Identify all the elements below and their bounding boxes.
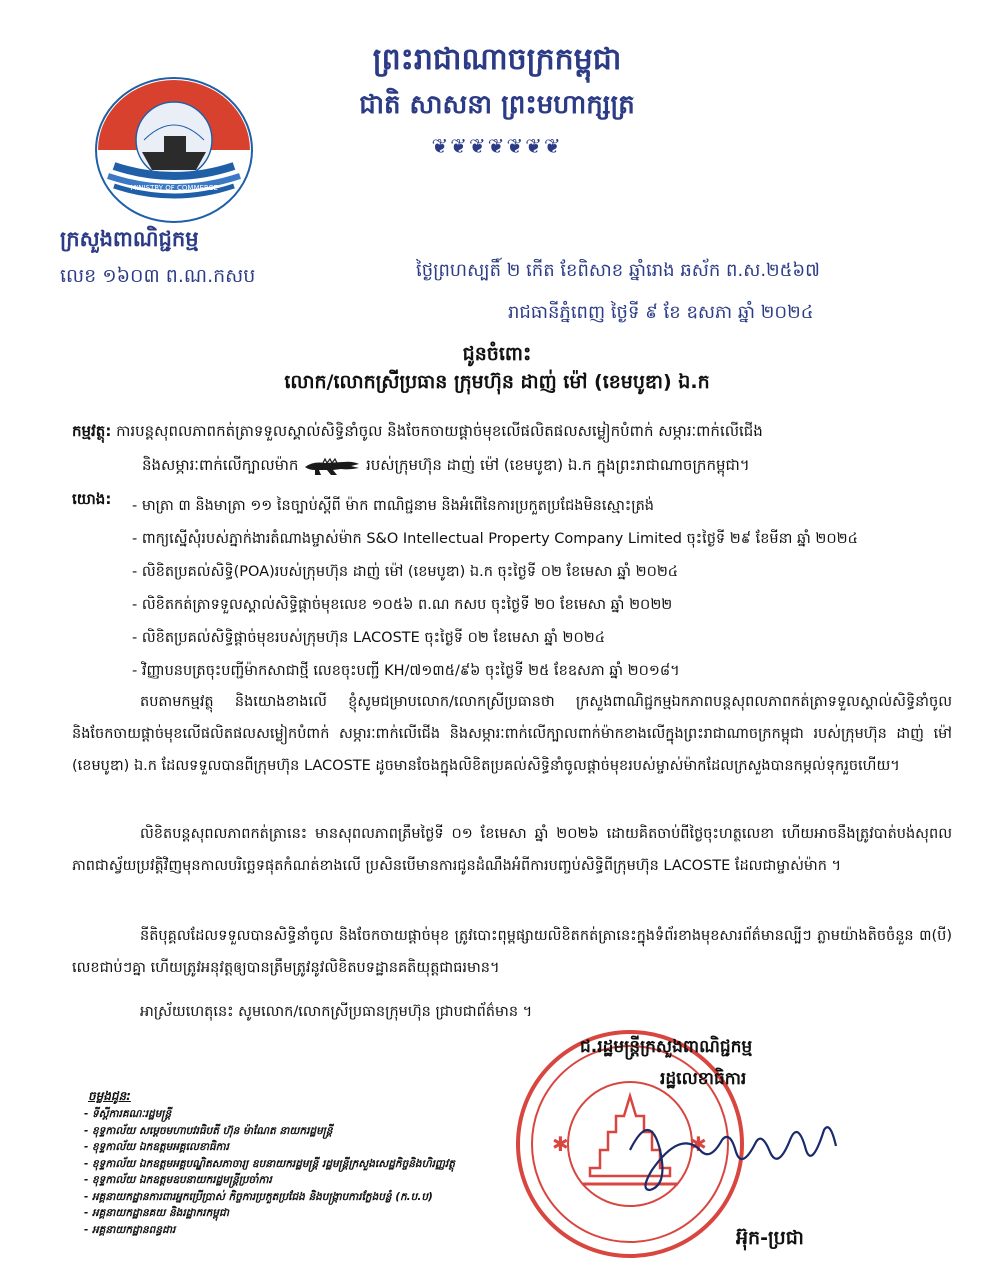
handwritten-signature (610, 1090, 850, 1200)
cc-item: - អគ្គនាយកដ្ឋានគយ និងរដ្ឋាករកម្ពុជា (84, 1207, 229, 1219)
subject-line-2 (72, 448, 952, 482)
reference-item: - មាត្រា ៣ និងមាត្រា ១១ នៃច្បាប់ស្តីពី ម៉ាក ពាណិជ្ជនាម និងអំពើនៃការប្រកួតប្រជែងមិនស្មោះត្រង់ (132, 498, 654, 514)
recipient-name: លោក/លោកស្រីប្រធាន ក្រុមហ៊ុន ដាញ់ ម៉ៅ (ខេមបូឌា) ឯ.ក (284, 371, 710, 393)
references-label: យោង: (72, 490, 112, 508)
references-list (132, 490, 952, 688)
reference-item: - ពាក្យស្នើសុំរបស់ភ្នាក់ងារតំណាងម្ចាស់ម៉ាក S&O Intellectual Property Company Limited ចុះថ្ងៃទី ២៩ ខែមីនា ឆ្នាំ ២០២៤ (132, 531, 858, 547)
national-motto: ជាតិ សាសនា ព្រះមហាក្សត្រ (359, 90, 635, 120)
kingdom-heading: ព្រះរាជាណាចក្រកម្ពុជា (372, 42, 622, 77)
subject-label: កម្មវត្ថុ: (72, 422, 112, 440)
svg-text:✱: ✱ (552, 1132, 569, 1156)
crocodile-logo-icon (303, 455, 361, 477)
cc-item: - ខុទ្ទកាល័យ ឯកឧត្តមអគ្គបណ្ឌិតសភាចារ្យ ឧបនាយករដ្ឋមន្ត្រី រដ្ឋមន្ត្រីក្រសួងសេដ្ឋកិច្ចនិងហិរញ្ញវត្ថុ (84, 1157, 455, 1170)
reference-number: លេខ ១៦០៣ ព.ណ.កសប (60, 265, 256, 287)
signatory-organization: ជ.រដ្ឋមន្ត្រីក្រសួងពាណិជ្ជកម្ម (580, 1037, 753, 1057)
subject-block (72, 414, 952, 482)
subject-line-1: ការបន្តសុពលភាពកត់ត្រាទទួលស្គាល់សិទ្ធិនាំចូល និងចែកចាយផ្តាច់មុខលើផលិតផលសម្លៀកបំពាក់ សម្ភារៈពាក់លើជើង (111, 422, 763, 440)
reference-item: - វិញ្ញាបនបត្រចុះបញ្ជីម៉ាកសាជាថ្មី លេខចុះបញ្ជី KH/៧១៣៥/៩៦ ចុះថ្ងៃទី ២៥ ខែឧសភា ឆ្នាំ ២០១៨។ (132, 663, 680, 679)
cc-item: - ខុទ្ទកាល័យ សម្តេចមហាបវរធិបតី ហ៊ុន ម៉ាណែត នាយករដ្ឋមន្ត្រី (84, 1124, 333, 1137)
reference-item: - លិខិតប្រគល់សិទ្ធិផ្តាច់មុខរបស់ក្រុមហ៊ុន LACOSTE ចុះថ្ងៃទី ០២ ខែមេសា ឆ្នាំ ២០២៤ (132, 630, 605, 646)
cc-item: - អគ្គនាយកដ្ឋានពន្ធដារ (84, 1223, 176, 1236)
subject-line-2a: និងសម្ភារៈពាក់លើក្បាលម៉ាក (142, 456, 299, 474)
cc-item: - ទីស្តីការគណៈរដ្ឋមន្ត្រី (84, 1108, 172, 1120)
lunar-date: ថ្ងៃព្រហស្បតិ៍ ២ កើត ខែពិសាខ ឆ្នាំរោង ឆស័ក ព.ស.២៥៦៧ (416, 260, 820, 281)
cc-title: ចម្លងជូន: (88, 1089, 131, 1103)
ministry-logo (84, 70, 264, 230)
signatory-role: រដ្ឋលេខាធិការ (660, 1069, 747, 1089)
body-paragraph-1: តបតាមកម្មវត្ថុ និងយោងខាងលើ ខ្ញុំសូមជម្រាបលោក/លោកស្រីប្រធានថា ក្រសួងពាណិជ្ជកម្មឯកភាពបន្តសុពលភាពកត់ត្រាទទួលស្គាល់សិទ្ធិនាំចូល និងចែកចាយផ្តាច់មុខលើផលិតផលសម្លៀកបំពាក់ សម្ភារៈពាក់លើជើង និងសម្ភារៈពាក់លើក្បាលពាក់ម៉ាកខាងលើក្នុងព្រះរាជាណាចក្រកម្ពុជា របស់ក្រុមហ៊ុន ដាញ់ ម៉ៅ (ខេមបូឌា) ឯ.ក ដែលទទួលបានពីក្រុមហ៊ុន LACOSTE ដូចមានចែងក្នុងលិខិតប្រគល់សិទ្ធិនាំចូលផ្តាច់មុខរបស់ម្ចាស់ម៉ាកដែលក្រសួងបានកម្កល់ទុករួចហើយ។ (72, 694, 952, 774)
svg-text:✱: ✱ (690, 1132, 707, 1156)
cc-item: - ខុទ្ទកាល័យ ឯកឧត្តមអគ្គលេខាធិការ (84, 1141, 229, 1153)
cc-item: - អគ្គនាយកដ្ឋានការពារអ្នកប្រើប្រាស់ កិច្ចការប្រកួតប្រជែង និងបង្ក្រាបការក្លែងបន្លំ (ក.ប.ប) (84, 1190, 433, 1203)
logo-caption: MINISTRY OF COMMERCE (130, 184, 218, 192)
header-ornament: ❦❦❦❦❦❦❦ (431, 134, 563, 158)
ministry-name: ក្រសួងពាណិជ្ជកម្ម (60, 227, 199, 251)
subject-line-2b: របស់ក្រុមហ៊ុន ដាញ់ ម៉ៅ (ខេមបូឌា) ឯ.ក ក្នុងព្រះរាជាណាចក្រកម្ពុជា។ (365, 456, 750, 474)
body-paragraph-2: លិខិតបន្តសុពលភាពកត់ត្រានេះ មានសុពលភាពត្រឹមថ្ងៃទី ០១ ខែមេសា ឆ្នាំ ២០២៦ ដោយគិតចាប់ពីថ្ងៃចុះហត្ថលេខា ហើយអាចនឹងត្រូវបាត់បង់សុពលភាពជាស្វ័យប្រវត្តិវិញមុនកាលបរិច្ឆេទផុតកំណត់ខាងលើ ប្រសិនបើមានការជូនដំណឹងអំពីការបញ្ចប់សិទ្ធិពីក្រុមហ៊ុន LACOSTE ដែលជាម្ចាស់ម៉ាក ។ (72, 826, 952, 874)
recipient-title: ជូនចំពោះ (462, 343, 532, 365)
cc-list (84, 1106, 504, 1238)
cc-item: - ខុទ្ទកាល័យ ឯកឧត្តមឧបនាយករដ្ឋមន្ត្រីប្រចាំការ (84, 1174, 272, 1186)
reference-item: - លិខិតប្រគល់សិទ្ធិ(POA)របស់ក្រុមហ៊ុន ដាញ់ ម៉ៅ (ខេមបូឌា) ឯ.ក ចុះថ្ងៃទី ០២ ខែមេសា ឆ្នាំ ២០២៤ (132, 564, 679, 580)
civil-date: រាជធានីភ្នំពេញ ថ្ងៃទី ៩ ខែ ឧសភា ឆ្នាំ ២០២៤ (508, 302, 814, 323)
body-paragraph-3: នីតិបុគ្គលដែលទទួលបានសិទ្ធិនាំចូល និងចែកចាយផ្តាច់មុខ ត្រូវបោះពុម្ពផ្សាយលិខិតកត់ត្រានេះក្នុងទំព័រខាងមុខសារព័ត៌មានល្បីៗ ភ្លាមយ៉ាងតិចចំនួន ៣(បី) លេខជាប់ៗគ្នា ហើយត្រូវអនុវត្តឲ្យបានត្រឹមត្រូវនូវលិខិតបទដ្ឋានគតិយុត្តជាធរមាន។ (72, 928, 952, 976)
signer-name: អ៊ុក-ប្រជា (736, 1227, 804, 1249)
reference-item: - លិខិតកត់ត្រាទទួលស្គាល់សិទ្ធិផ្តាច់មុខលេខ ១០៥៦ ព.ណ កសប ចុះថ្ងៃទី ២០ ខែមេសា ឆ្នាំ ២០២២ (132, 597, 673, 613)
body-paragraph-4: អាស្រ័យហេតុនេះ សូមលោក/លោកស្រីប្រធានក្រុមហ៊ុន ជ្រាបជាព័ត៌មាន ។ (140, 1004, 533, 1020)
